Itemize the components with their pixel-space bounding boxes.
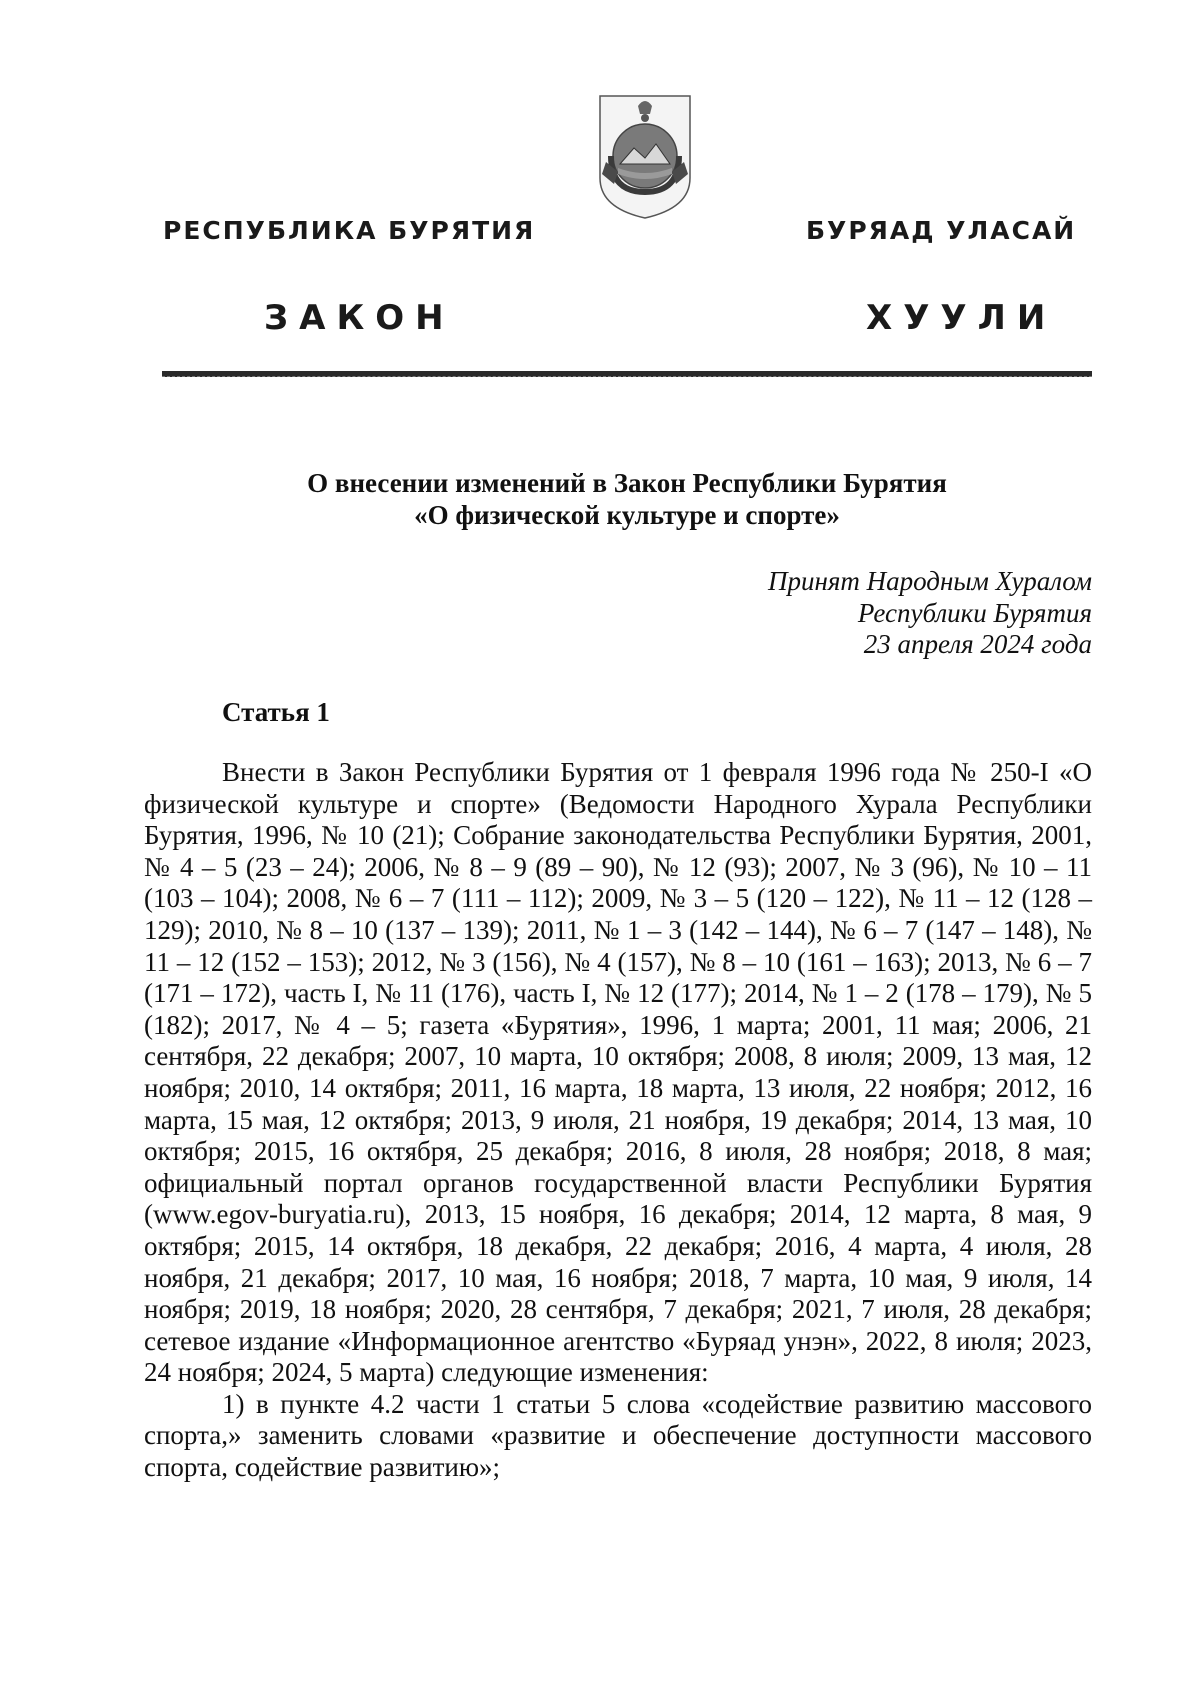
adoption-note [768, 566, 1092, 661]
adoption-line-1: Принят Народным Хуралом [767, 566, 1092, 596]
republic-name-russian: РЕСПУБЛИКА БУРЯТИЯ [163, 216, 536, 245]
header-divider [162, 371, 1092, 377]
article-paragraph-1: Внести в Закон Республики Бурятия от 1 февраля 1996 года № 250-I «О физической культуре и спорте» (Ведомости Народного Хурала Республики Бурятия, 1996, № 10 (21); Собрание законодательства Республики Бурятия, 2001, № 4 – 5 (23 – 24); 2006, № 8 – 9 (89 – 90), № 12 (93); 2007, № 3 (96), № 10 – 11 (103 – 104); 2008, № 6 – 7 (111 – 112); 2009, № 3 – 5 (120 – 122), № 11 – 12 (128 – 129); 2010, № 8 – 10 (137 – 139); 2011, № 1 – 3 (142 – 144), № 6 – 7 (147 – 148), № 11 – 12 (152 – 153); 2012, № 3 (156), № 4 (157), № 8 – 10 (161 – 163); 2013, № 6 – 7 (171 – 172), часть I, № 11 (176), часть I, № 12 (177); 2014, № 1 – 2 (178 – 179), № 5 (182); 2017, № 4 – 5; газета «Бурятия», 1996, 1 марта; 2001, 11 мая; 2006, 21 сентября, 22 декабря; 2007, 10 марта, 10 октября; 2008, 8 июля; 2009, 13 мая, 12 ноября; 2010, 14 октября; 2011, 16 марта, 18 марта, 13 июля, 22 ноября; 2012, 16 марта, 15 мая, 12 октября; 2013, 9 июля, 21 ноября, 19 декабря; 2014, 13 мая, 10 октября; 2015, 16 октября, 25 декабря; 2016, 8 июля, 28 ноября; 2018, 8 мая; официальный портал органов государственной власти Республики Бурятия (www.egov-buryatia.ru), 2013, 15 ноября, 16 декабря; 2014, 12 марта, 8 мая, 9 октября; 2015, 14 октября, 18 декабря, 22 декабря; 2016, 4 марта, 4 июля, 28 ноября, 21 декабря; 2017, 10 мая, 16 ноября; 2018, 7 марта, 10 мая, 9 июля, 14 ноября; 2019, 18 ноября; 2020, 28 сентября, 7 декабря; 2021, 7 июля, 28 декабря; сетевое издание «Информационное агентство «Буряад унэн», 2022, 8 июля; 2023, 24 ноября; 2024, 5 марта) следующие изменения: [144, 757, 1092, 1388]
document-title [162, 468, 1092, 531]
adoption-line-2: Республики Бурятия [857, 597, 1092, 628]
law-label-buryat: ХУУЛИ [866, 298, 1057, 338]
title-line-2: «О физической культуре и спорте» [414, 499, 840, 530]
adoption-date: 23 апреля 2024 года [863, 629, 1092, 660]
article-body [144, 757, 1092, 1484]
article-heading: Статья 1 [222, 697, 330, 727]
article-paragraph-2: 1) в пункте 4.2 части 1 статьи 5 слова «содействие развитию массового спорта,» заменить словами «развитие и обеспечение доступности массового спорта, содействие развитию»; [144, 1388, 1092, 1483]
law-label-russian: ЗАКОН [264, 298, 455, 338]
title-line-1: О внесении изменений в Закон Республики Бурятия [307, 468, 947, 498]
coat-of-arms-icon [594, 92, 696, 220]
republic-name-buryat: БУРЯАД УЛАСАЙ [806, 216, 1077, 245]
